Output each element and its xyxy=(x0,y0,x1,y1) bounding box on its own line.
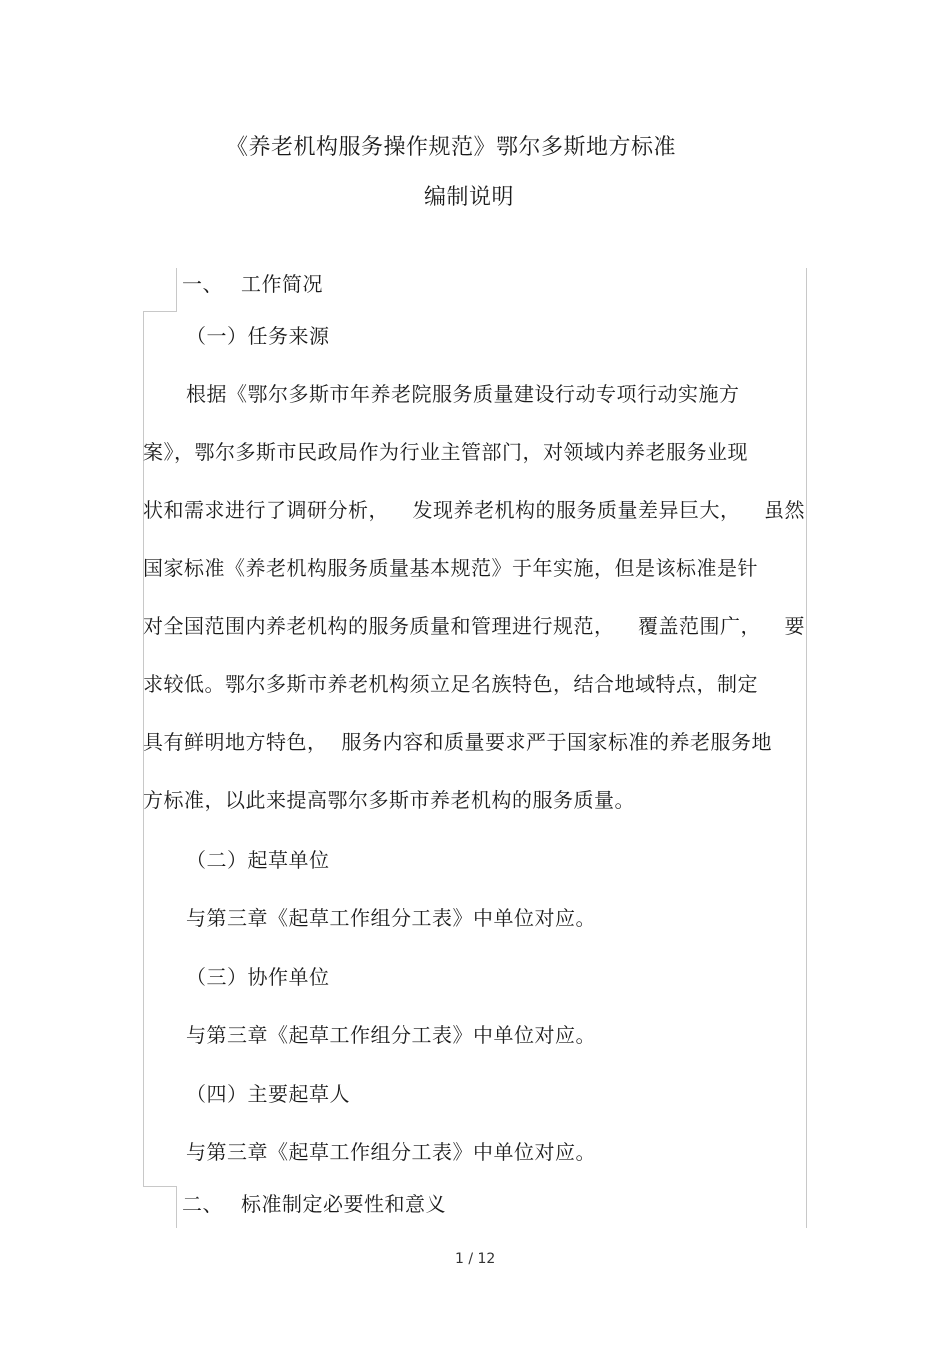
para-1-line-3 xyxy=(143,494,805,523)
para-1-line-7-part-2: 服务内容和质量要求严于国家标准的养老服务地 xyxy=(341,730,772,754)
para-1-line-5-part-2: 覆盖范围广， xyxy=(638,614,761,638)
para-2: 与第三章《起草工作组分工表》中单位对应。 xyxy=(186,906,596,930)
section-1-title: 工作简况 xyxy=(241,272,323,296)
para-1-line-4: 国家标准《养老机构服务质量基本规范》于年实施，但是该标准是针 xyxy=(143,556,758,580)
para-3: 与第三章《起草工作组分工表》中单位对应。 xyxy=(186,1023,596,1047)
page-number: 1 / 12 xyxy=(455,1251,496,1267)
subsection-4-heading: （四）主要起草人 xyxy=(186,1082,350,1106)
para-1-line-2: 案》，鄂尔多斯市民政局作为行业主管部门，对领域内养老服务业现 xyxy=(143,440,748,464)
subsection-3-heading: （三）协作单位 xyxy=(186,965,330,989)
para-1-line-3-part-1: 状和需求进行了调研分析， xyxy=(143,498,389,522)
section-2-heading xyxy=(182,1188,446,1217)
para-1-line-7 xyxy=(143,726,772,755)
document-subtitle: 编制说明 xyxy=(424,185,515,210)
frame-line-left-upper xyxy=(176,268,177,311)
para-1-line-1: 根据《鄂尔多斯市年养老院服务质量建设行动专项行动实施方 xyxy=(186,382,740,406)
subsection-2-heading: （二）起草单位 xyxy=(186,848,330,872)
para-1-line-3-part-2: 发现养老机构的服务质量差异巨大， xyxy=(412,498,741,522)
para-1-line-7-part-1: 具有鲜明地方特色， xyxy=(143,730,328,754)
para-1-line-3-part-3: 虽然 xyxy=(764,498,805,522)
section-2-number: 二、 xyxy=(182,1192,223,1216)
para-1-line-5-part-1: 对全国范围内养老机构的服务质量和管理进行规范， xyxy=(143,614,615,638)
para-1-line-8: 方标准，以此来提高鄂尔多斯市养老机构的服务质量。 xyxy=(143,788,635,812)
frame-line-left-lower xyxy=(176,1186,177,1228)
para-1-line-6: 求较低。鄂尔多斯市养老机构须立足名族特色，结合地域特点，制定 xyxy=(143,672,758,696)
para-1-line-5 xyxy=(143,610,805,639)
subsection-1-heading: （一）任务来源 xyxy=(186,324,330,348)
section-1-heading xyxy=(182,268,323,297)
section-2-title: 标准制定必要性和意义 xyxy=(241,1192,446,1216)
para-4: 与第三章《起草工作组分工表》中单位对应。 xyxy=(186,1140,596,1164)
frame-line-h-lower xyxy=(143,1186,177,1187)
document-title: 《养老机构服务操作规范》鄂尔多斯地方标准 xyxy=(226,135,677,160)
frame-line-h-upper xyxy=(143,311,177,312)
section-1-number: 一、 xyxy=(182,272,223,296)
frame-line-right xyxy=(806,268,807,1228)
para-1-line-5-part-3: 要 xyxy=(784,614,805,638)
